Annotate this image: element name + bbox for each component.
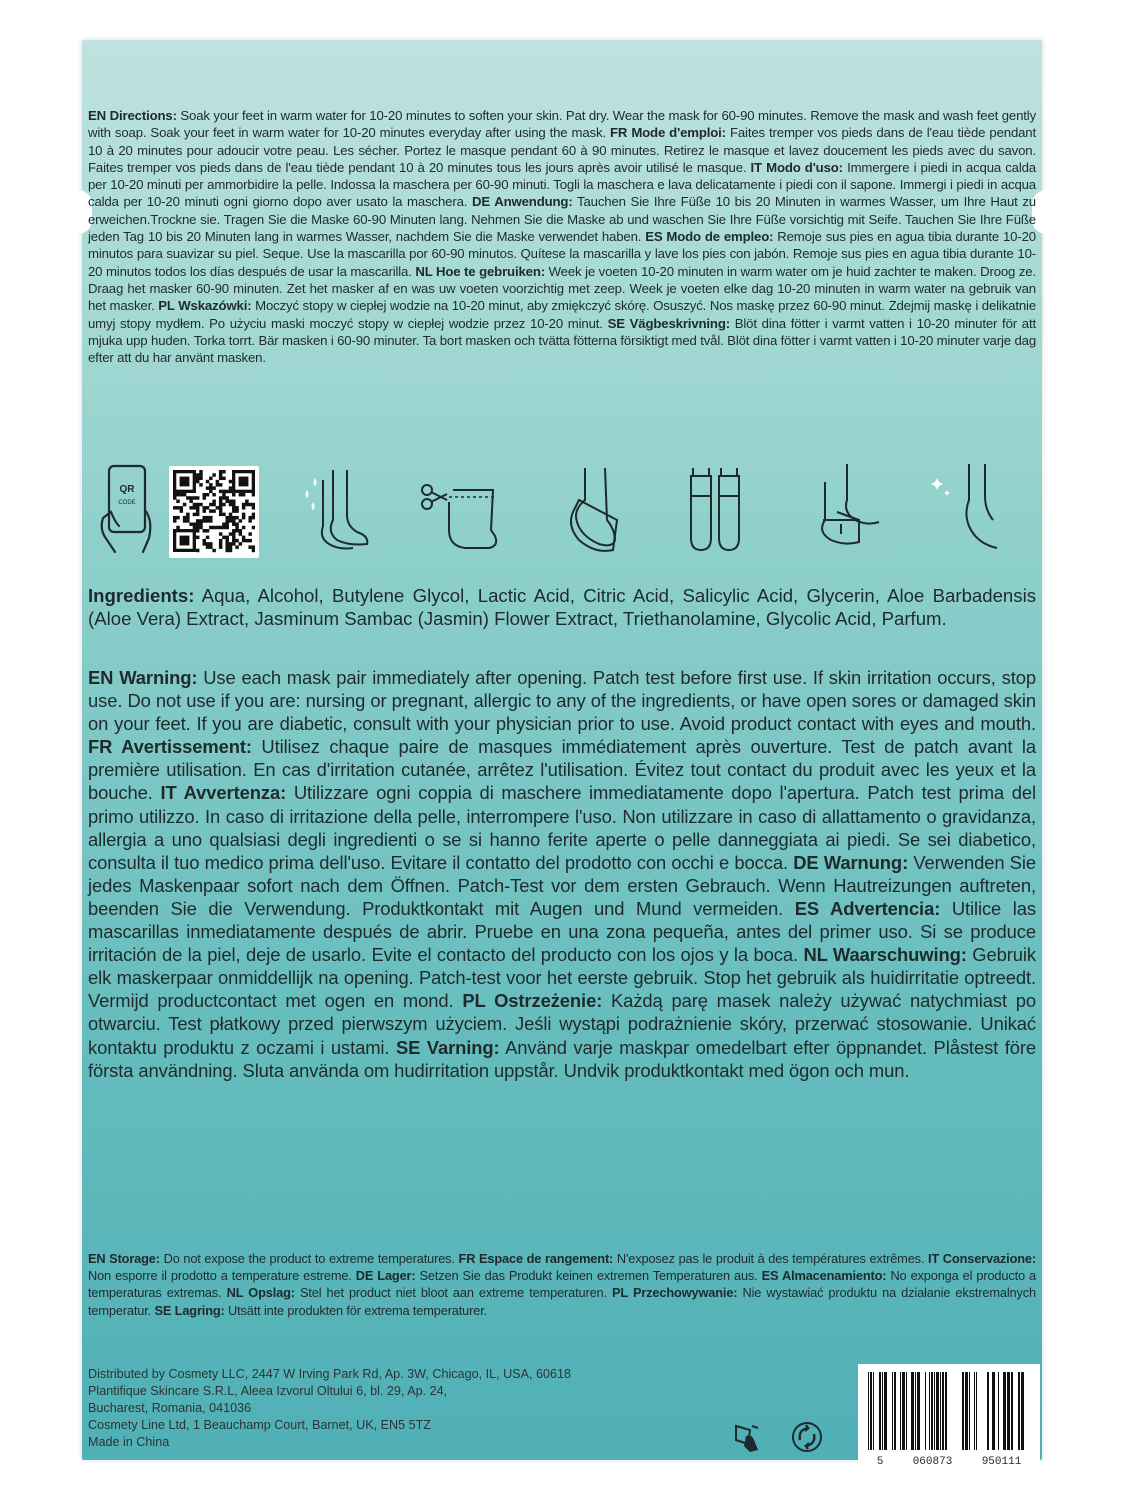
warning-text: [88, 666, 1036, 1082]
warning-it-text: Utilizzare ogni coppia di maschere immediatamente dopo l'apertura. Patch test prima del primo utilizzo. In caso di irritazione della pelle, interrompere l'uso. Non utilizzare in caso di allattamento o gravidanza, allergia a uno qualsiasi degli ingredienti o se si hanno ferite aperte o pelle danneggiata ai piedi. Se sei diabetico, consulta il tuo medico prima dell'uso. Evitare il contatto del prodotto con occhi e bocca.: [88, 782, 1036, 873]
storage-nl-text: Stel het product niet bloot aan extreme temperaturen.: [294, 1285, 613, 1301]
distribution-line: Bucharest, Romania, 041036: [88, 1401, 252, 1415]
storage-fr-text: N'exposez pas le produit à des températures extrêmes.: [613, 1251, 929, 1266]
warning-es-head: ES Advertencia:: [794, 897, 941, 919]
warning-de-head: DE Warnung:: [793, 851, 909, 873]
storage-fr-head: FR Espace de rangement:: [458, 1251, 614, 1266]
directions-es-text: Remoje sus pies en agua tibia durante 10-20 minutos para suavizar su piel. Seque. Use la mascarilla por 60-90 minutos. Quítese la mascarilla y lave los pies con jabón. Remoje sus pies en agua tibia durante 10-20 minutos todos los días después de usar la mascarilla.: [88, 229, 1036, 279]
directions-se-head: SE Vägbeskrivning:: [607, 315, 730, 331]
directions-de-head: DE Anwendung:: [471, 194, 573, 210]
barcode-digit-group: 950111: [981, 1456, 1022, 1468]
storage-pl-text: Nie wystawiać produktu na działanie ekstremalnych temperatur.: [88, 1285, 1036, 1318]
warning-es-text: Utilice las mascarillas inmediatamente después de abrir. Pruebe en una zona pequeña, antes del primer uso. Si se produce irritación de la piel, deje de usarlo. Evite el contacto del producto con los ojos y la boca.: [88, 897, 1036, 966]
storage-pl-head: PL Przechowywanie:: [612, 1285, 738, 1301]
directions-nl-head: NL Hoe te gebruiken:: [415, 263, 545, 279]
cut-mask-icon: [419, 460, 509, 560]
distribution-info: [88, 1366, 738, 1451]
directions-pl-text: Moczyć stopy w ciepłej wodzie na 10-20 minut, aby zmiękczyć skórę. Osuszyć. Nos maskę przez 60-90 minut. Zdejmij maskę i delikatnie umyj stopy mydłem. Po użyciu maski moczyć stopy w ciepłej wodzie przez 10-20 minut.: [88, 298, 1037, 331]
warning-nl-text: Gebruik elk maskerpaar onmiddellijk na opening. Patch-test voor het eerste gebruik. Stop het gebruik als huidirritatie optreedt. Vermijd productcontact met ogen en mond.: [88, 944, 1036, 1012]
qr-code-icon[interactable]: [169, 466, 259, 558]
warning-se-head: SE Varning:: [395, 1036, 500, 1058]
hand-disposal-icon: [732, 1420, 766, 1459]
foot-mask-package-back: [82, 40, 1042, 1468]
ingredients-head: Ingredients:: [88, 585, 195, 606]
storage-it-head: IT Conservazione:: [928, 1251, 1036, 1266]
directions-de-text: Tauchen Sie Ihre Füße 10 bis 20 Minuten in warmes Wasser, um Ihre Haut zu erweichen.Trockne sie. Tragen Sie die Maske 60-90 Minuten lang. Nehmen Sie die Maske ab und waschen Sie Ihre Füße vorsichtig mit Seife. Tauchen Sie Ihre Füße jeden Tag 10 bis 20 Minuten lang in warmes Wasser, nachdem Sie die Maske verwendet haben.: [88, 194, 1036, 245]
warning-fr-text: Utilisez chaque paire de masques immédiatement après ouverture. Test de patch avant la première utilisation. En cas d'irritation cutanée, arrêtez l'utilisation. Évitez tout contact du produit avec les yeux et la bouche.: [88, 736, 1036, 804]
directions-it-head: IT Modo d'uso:: [750, 159, 843, 175]
barcode-digit-group: 060873: [912, 1456, 953, 1468]
directions-en-head: EN Directions:: [88, 108, 177, 123]
directions-text: [88, 107, 1036, 366]
distribution-line: Cosmety Line Ltd, 1 Beauchamp Court, Barnet, UK, EN5 5TZ: [88, 1418, 431, 1432]
warning-fr-head: FR Avertissement:: [88, 736, 252, 758]
warning-pl-head: PL Ostrzeżenie:: [462, 990, 603, 1012]
storage-text: [88, 1250, 1036, 1319]
recycle-icon: [790, 1420, 824, 1459]
wear-sock-icon: [555, 460, 635, 560]
storage-nl-head: NL Opslag:: [226, 1285, 295, 1301]
distribution-line: Plantifique Skincare S.R.L, Aleea Izvorul Oltului 6, bl. 29, Ap. 24,: [88, 1384, 448, 1398]
warning-it-head: IT Avvertenza:: [160, 782, 287, 804]
barcode: [858, 1364, 1040, 1470]
warning-en-head: EN Warning:: [88, 667, 198, 688]
storage-de-text: Setzen Sie das Produkt keinen extremen Temperaturen aus.: [415, 1268, 762, 1284]
storage-en-head: EN Storage:: [88, 1251, 160, 1266]
storage-es-head: ES Almacenamiento:: [761, 1268, 887, 1284]
directions-en-text: Soak your feet in warm water for 10-20 minutes to soften your skin. Pat dry. Wear the mask for 60-90 minutes. Remove the mask and wash feet gently with soap. Soak your feet in warm water for 10-20 minutes everyday after using the mask.: [88, 108, 1037, 141]
soak-feet-icon: [297, 460, 377, 560]
directions-se-text: Blöt dina fötter i varmt vatten i 10-20 minuter för att mjuka upp huden. Torka torrt. Bär masken i 60-90 minuter. Ta bort masken och tvätta fötterna försiktigt med tvål. Blöt dina fötter i varmt vatten i 10-20 minuter varje dag efter att du har använt masken.: [88, 315, 1037, 366]
warning-pl-text: Każdą parę masek należy używać natychmiast po otwarciu. Test płatkowy przed pierwszym użyciem. Jeśli wystąpi podrażnienie skóry, przerwać stosowanie. Unikać kontaktu produktu z oczami i ustami.: [88, 990, 1037, 1058]
storage-it-text: Non esporre il prodotto a temperature estreme.: [88, 1268, 356, 1284]
directions-nl-text: Week je voeten 10-20 minuten in warm water om je huid zachter te maken. Droog ze. Draag het masker 60-90 minuten. Zet het masker af en was uw voeten voorzichtig met zeep. Week je voeten elke dag 10-20 minuten in warm water na gebruik van het masker.: [88, 263, 1036, 314]
soft-foot-icon: [927, 460, 1007, 560]
storage-de-head: DE Lager:: [355, 1268, 416, 1284]
directions-fr-head: FR Mode d'emploi:: [610, 125, 726, 141]
storage-en-text: Do not expose the product to extreme temperatures.: [159, 1251, 459, 1266]
warning-se-text: Använd varje maskpar omedelbart efter öppnandet. Plåstest före första användning. Sluta använda om hudirritation uppstår. Undvik produktkontakt med ögon och mun.: [88, 1036, 1036, 1081]
storage-es-text: No exponga el producto a temperaturas extremas.: [88, 1268, 1036, 1301]
distribution-line: Distributed by Cosmety LLC, 2447 W Irving Park Rd, Ap. 3W, Chicago, IL, USA, 60618: [88, 1367, 571, 1381]
barcode-digits: [858, 1456, 1040, 1468]
svg-text:QR: QR: [119, 484, 135, 495]
storage-se-text: Utsätt inte produkten för extrema temperaturer.: [224, 1302, 488, 1318]
instruction-icons-row: [97, 460, 1027, 570]
warning-en-text: Use each mask pair immediately after opening. Patch test before first use. If skin irritation occurs, stop use. Do not use if you are: nursing or pregnant, allergic to any of the ingredients, or have open sores or damaged skin on your feet. If you are diabetic, consult with your physician prior to use. Avoid product contact with eyes and mouth.: [88, 667, 1036, 735]
remove-mask-icon: [797, 460, 887, 560]
directions-fr-text: Faites tremper vos pieds dans de l'eau tiède pendant 10 à 20 minutes pour adoucir votre peau. Les sécher. Portez le masque pendant 60 à 90 minutes. Retirez le masque et lavez doucement les pieds avec du savon. Faites tremper vos pieds dans de l'eau tiède pendant 10 à 20 minutes tous les jours après avoir utilisé le masque.: [88, 125, 1037, 175]
made-in-line: Made in China: [88, 1435, 170, 1449]
ingredients-text: [88, 585, 1036, 630]
warning-nl-head: NL Waarschuwing:: [803, 944, 967, 966]
ingredients-list: Aqua, Alcohol, Butylene Glycol, Lactic Acid, Citric Acid, Salicylic Acid, Glycerin, Aloe Barbadensis (Aloe Vera) Extract, Jasminum Sambac (Jasmin) Flower Extract, Triethanolamine, Glycolic Acid, Parfum.: [88, 585, 1036, 629]
barcode-bars: [858, 1364, 1040, 1456]
barcode-digit-group: 5: [876, 1456, 884, 1468]
storage-se-head: SE Lagring:: [154, 1302, 225, 1318]
warning-de-text: Verwenden Sie jedes Maskenpaar sofort nach dem Öffnen. Patch-Test vor dem ersten Gebrauch. Wenn Hautreizungen auftreten, beenden Sie die Verwendung. Produktkontakt mit Augen und Mund vermeiden.: [88, 851, 1036, 919]
directions-it-text: Immergere i piedi in acqua calda per 10-20 minuti per ammorbidire la pelle. Indossa la maschera per 60-90 minuti. Togli la maschera e lava delicatamente i piedi con il sapone. Immergi i piedi in acqua calda per 10-20 minuti ogni giorno dopo aver usato la maschera.: [88, 159, 1036, 210]
sock-pair-icon: [677, 460, 757, 560]
directions-es-head: ES Modo de empleo:: [645, 229, 774, 245]
svg-text:CODE: CODE: [118, 500, 136, 506]
directions-pl-head: PL Wskazówki:: [158, 298, 252, 314]
qr-phone-icon: [97, 460, 159, 560]
